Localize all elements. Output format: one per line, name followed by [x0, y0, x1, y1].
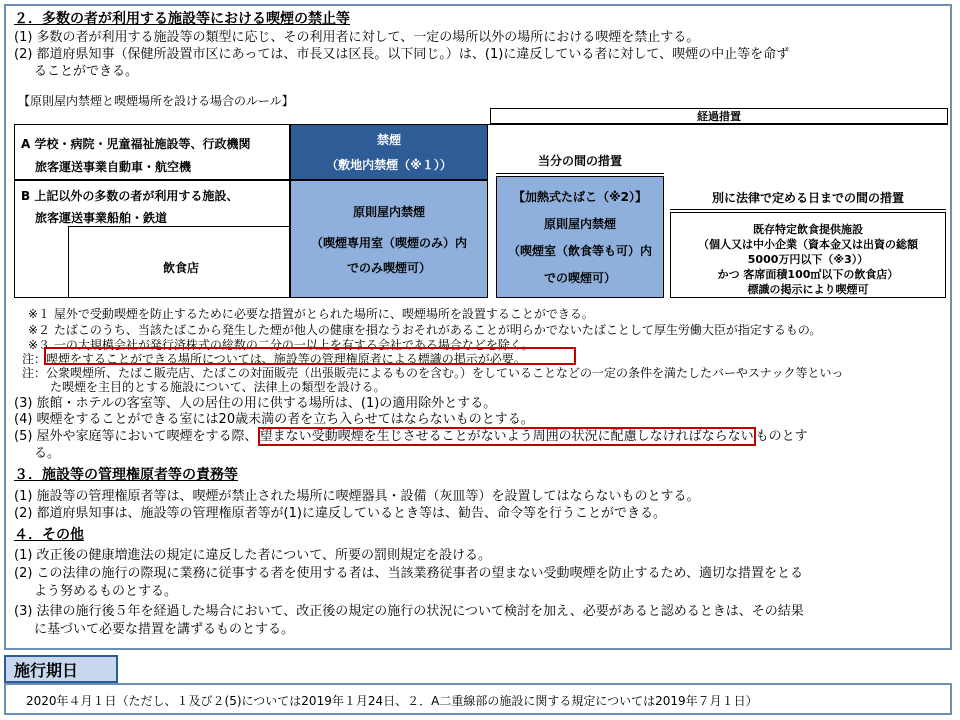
interim-line2: 原則屋内禁煙 [543, 217, 616, 231]
law-line2: （個人又は中小企業（資本金又は出資の総額 [698, 238, 918, 251]
row-b-result-line1: 原則屋内禁煙 [352, 204, 425, 219]
note-1: ※１ 屋外で受動喫煙を防止するために必要な措置がとられた場所に、喫煙場所を設置することができる。 [28, 307, 594, 321]
effective-date-text: 2020年４月１日（ただし、１及び２(5)については2019年１月24日、２．A二重線部の施設に関する規定については2019年７月１日） [26, 694, 758, 708]
section3-p1: (1) 施設等の管理権原者等は、喫煙が禁止された場所に喫煙器具・設備（灰皿等）を設置してはならないものとする。 [14, 489, 700, 504]
section4-heading: ４．その他 [14, 527, 84, 543]
section2-p5 [14, 425, 808, 444]
section2-heading: ２．多数の者が利用する施設等における喫煙の禁止等 [14, 11, 350, 27]
section4-p2b: よう努めるものとする。 [34, 584, 178, 599]
row-a-line1: A 学校・病院・児童福祉施設等、行政機関 [21, 137, 251, 151]
interim-box [496, 176, 664, 298]
note-b2: た喫煙を主目的とする施設について、法律上の類型を設ける。 [50, 380, 386, 394]
section4-p2a: (2) この法律の施行の際現に業務に従事する者を使用する者は、当該業務従事者の望まない受動喫煙を防止するため、適切な措置をとる [14, 566, 804, 581]
section3-p2: (2) 都道府県知事は、施設等の管理権原者等が(1)に違反しているとき等は、勧告、命令等を行うことができる。 [14, 506, 666, 521]
row-a-result-line1: 禁煙 [376, 133, 401, 147]
transition-header: 経過措置 [490, 108, 948, 124]
note-a: 注：喫煙をすることができる場所については、施設等の管理権原者による標識の掲示が必要。 [22, 352, 526, 366]
note-b1: 注：公衆喫煙所、たばこ販売店、たばこの対面販売（出張販売によるものを含む。）をしていることなどの一定の条件を満たしたバーやスナック等といっ [22, 366, 844, 380]
section2-p1: (1) 多数の者が利用する施設等の類型に応じ、その利用者に対して、一定の場所以外の場所における喫煙を禁止する。 [14, 30, 700, 45]
section4-p3a: (3) 法律の施行後５年を経過した場合において、改正後の規定の施行の状況について検討を加え、必要があると認めるときは、その結果 [14, 604, 804, 619]
row-b-line2: 旅客運送事業船舶・鉄道 [35, 211, 168, 225]
section4-p1: (1) 改正後の健康増進法の規定に違反した者について、所要の罰則規定を設ける。 [14, 548, 492, 563]
row-a-result [290, 124, 488, 180]
section2-p2b: ることができる。 [34, 64, 139, 79]
law-box [670, 212, 946, 298]
row-b-result-line3: でのみ喫煙可） [346, 260, 431, 275]
row-b-line1: B 上記以外の多数の者が利用する施設、 [21, 189, 239, 203]
interim-line4: での喫煙可） [543, 271, 616, 285]
section2-p4: (4) 喫煙をすることができる室には20歳未満の者を立ち入らせてはならないものとする。 [14, 412, 534, 427]
row-a-cell [14, 124, 290, 180]
interim-line1: 【加熱式たばこ（※2）】 [512, 190, 648, 204]
row-b-result-line2: （喫煙専用室（喫煙のみ）内 [310, 235, 467, 250]
law-line3: 5000万円以下（※3）） [747, 253, 869, 266]
p5-highlight: 望まない受動喫煙を生じさせることがないよう周囲の状況に配慮しなければならない [259, 429, 754, 444]
note-2: ※２ たばこのうち、当該たばこから発生した煙が他人の健康を損なうおそれがあることが明らかでないたばことして厚生労働大臣が指定するもの。 [28, 323, 822, 337]
p5-post: ものとす [755, 429, 808, 444]
law-line5: 標識の掲示により喫煙可 [747, 283, 869, 296]
section4-p3b: に基づいて必要な措置を講ずるものとする。 [34, 622, 295, 637]
effective-date-box [4, 683, 952, 715]
note-3: ※３ 一の大規模会社が発行済株式の総数の二分の一以上を有する会社である場合などを除く。 [28, 338, 534, 352]
highlight-note-a [44, 347, 576, 365]
row-a-result-line2: （敷地内禁煙（※１）） [326, 158, 452, 172]
section2-p2a: (2) 都道府県知事（保健所設置市区にあっては、市長又は区長。以下同じ。）は、(1)に違反している者に対して、喫煙の中止等を命ず [14, 47, 790, 62]
row-a-line2: 旅客運送事業自動車・航空機 [35, 160, 192, 174]
section2-p5-end: る。 [34, 446, 61, 461]
section2-p3: (3) 旅館・ホテルの客室等、人の居住の用に供する場所は、(1)の適用除外とする。 [14, 396, 497, 411]
restaurant-label: 飲食店 [163, 261, 200, 275]
law-header: 別に法律で定める日までの間の措置 [670, 186, 946, 210]
law-line4: かつ 客席面積100㎡以下の飲食店） [717, 268, 899, 281]
interim-header: 当分の間の措置 [496, 148, 664, 174]
interim-line3: （喫煙室（飲食等も可）内 [507, 244, 652, 258]
rules-caption: 【原則屋内禁煙と喫煙場所を設ける場合のルール】 [18, 94, 294, 108]
p5-pre: (5) 屋外や家庭等において喫煙をする際、 [14, 429, 258, 444]
section3-heading: ３．施設等の管理権原者等の責務等 [14, 467, 238, 483]
effective-date-label: 施行期日 [4, 655, 118, 683]
law-line1: 既存特定飲食提供施設 [753, 223, 863, 236]
restaurant-cell [68, 226, 290, 298]
row-b-result [290, 180, 488, 298]
